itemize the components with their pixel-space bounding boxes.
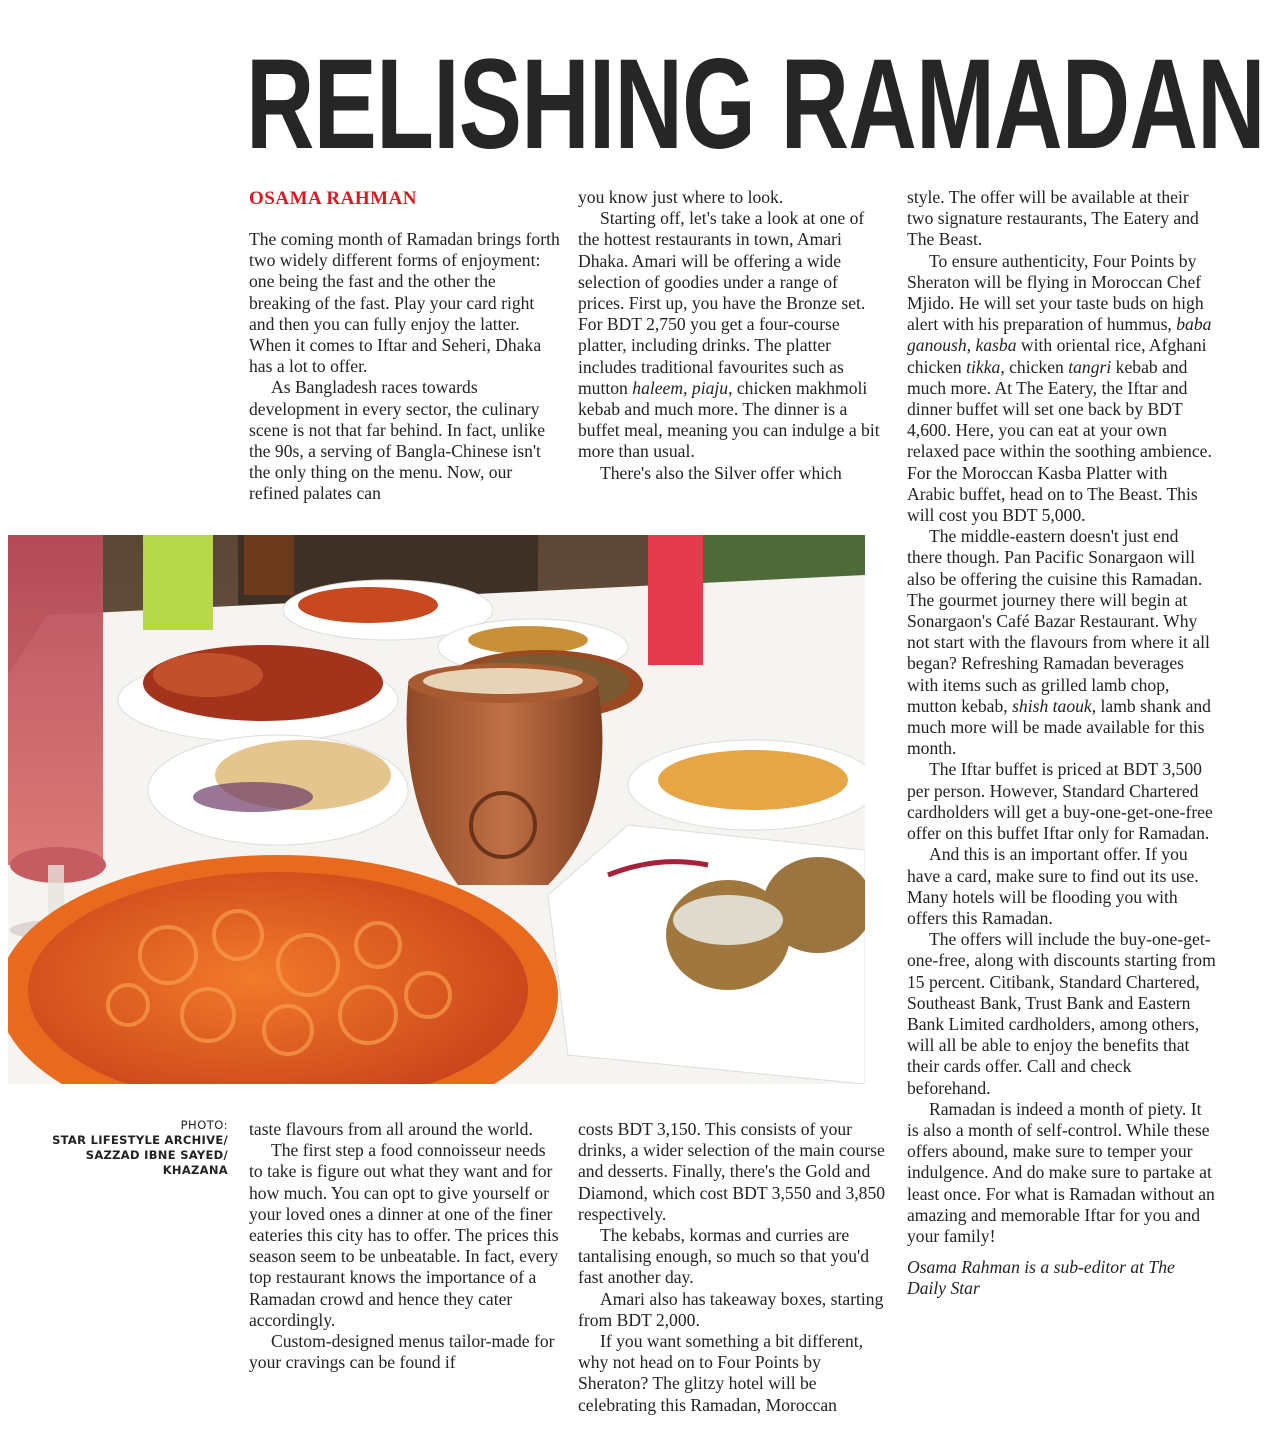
paragraph: taste flavours from all around the world. — [249, 1119, 533, 1139]
paragraph: Custom-designed menus tailor-made for your cravings can be found if — [249, 1331, 555, 1373]
italic-term: kasba — [975, 335, 1017, 356]
paragraph: The kebabs, kormas and curries are tantalising enough, so much so that you'd fast another day. — [578, 1225, 869, 1288]
photo-credit-line: SAZZAD IBNE SAYED/ — [85, 1148, 228, 1162]
author-bio: Osama Rahman is a sub-editor at The Daily Star — [907, 1257, 1175, 1299]
headline: RELISHING RAMADAN — [246, 33, 1265, 176]
photo-credit-label: PHOTO: — [180, 1118, 228, 1132]
paragraph: you know just where to look. — [578, 187, 784, 207]
photo-credit-line: STAR LIFESTYLE ARCHIVE/ — [52, 1133, 228, 1147]
italic-term: haleem — [632, 377, 684, 398]
italic-term: baba ganoush — [907, 314, 1212, 356]
column-2-bottom — [578, 1119, 886, 1416]
italic-term: tangri — [1068, 356, 1112, 377]
paragraph — [907, 526, 1217, 759]
italic-term: shish taouk — [1012, 695, 1092, 716]
food-photo — [8, 535, 865, 1084]
text: , chicken makhmoli kebab and much more. The dinner is a buffet meal, meaning you can indulge a bit more than usual. — [578, 377, 880, 462]
paragraph: Ramadan is indeed a month of piety. It is also a month of self-control. While these offers abound, make sure to temper your indulgence. And do make sure to partake at least once. For what is Ramadan without an amazing and memorable Iftar for you and your family! — [907, 1098, 1215, 1246]
paragraph: costs BDT 3,150. This consists of your drinks, a wider selection of the main course and desserts. Finally, there's the Gold and Diamond, which cost BDT 3,550 and 3,850 respectively. — [578, 1119, 886, 1224]
paragraph: As Bangladesh races towards development in every sector, the culinary scene is not that far behind. In fact, unlike the 90s, a serving of Bangla-Chinese isn't the only thing on the menu. Now, our refined palates can — [249, 377, 546, 504]
paragraph: The offers will include the buy-one-get-one-free, along with discounts starting from 15 percent. Citibank, Standard Chartered, Southeast Bank, Trust Bank and Eastern Bank Limited cardholders, among others, will all be able to enjoy the benefits that their cards offer. Call and check beforehand. — [907, 929, 1216, 1098]
text: Starting off, let's take a look at one of the hottest restaurants in town, Amari Dhaka. Amari will be offering a wide selection of goodies under a range of prices. First up, you have the Bronze set. For BDT 2,750 you get a four-course platter, including drinks. The platter includes traditional favourites such as mutton — [578, 208, 866, 398]
byline: OSAMA RAHMAN — [249, 188, 418, 209]
text: , lamb shank and much more will be made available for this month. — [907, 695, 1211, 759]
photo-credit-line: KHAZANA — [162, 1163, 228, 1177]
paragraph: Amari also has takeaway boxes, starting from BDT 2,000. — [578, 1288, 884, 1330]
paragraph: The coming month of Ramadan brings forth two widely different forms of enjoyment: one being the fast and the other the breaking of the fast. Play your card right and then you can fully enjoy the latter. When it comes to Iftar and Seheri, Dhaka has a lot to offer. — [249, 229, 560, 377]
italic-term: piaju — [691, 377, 729, 398]
paragraph — [907, 251, 1217, 527]
italic-term: tikka — [966, 356, 1001, 377]
photo-credit — [10, 1118, 228, 1178]
column-1-bottom — [249, 1119, 561, 1373]
text: , chicken — [1000, 356, 1064, 377]
text: kebab and much more. At The Eatery, the Iftar and dinner buffet will set one back by BDT 4,600. Here, you can eat at your own relaxed pace within the soothing ambience. For the Moroccan Kasba Platter with Arabic buffet, head on to The Beast. This will cost you BDT 5,000. — [907, 356, 1212, 526]
column-3 — [907, 187, 1217, 1300]
paragraph: If you want something a bit different, why not head on to Four Points by Sheraton? The glitzy hotel will be celebrating this Ramadan, Moroccan — [578, 1331, 864, 1415]
paragraph: The first step a food connoisseur needs to take is figure out what they want and for how much. You can opt to give yourself or your loved ones a dinner at one of the finer eateries this city has to offer. The prices this season seem to be unbeatable. In fact, every top restaurant knows the importance of a Ramadan crowd and hence they cater accordingly. — [249, 1140, 559, 1330]
paragraph: style. The offer will be available at their two signature restaurants, The Eatery and The Beast. — [907, 187, 1199, 250]
paragraph: The Iftar buffet is priced at BDT 3,500 per person. However, Standard Chartered cardholders will get a buy-one-get-one-free offer on this buffet Iftar only for Ramadan. — [907, 759, 1213, 844]
paragraph: There's also the Silver offer which — [600, 462, 842, 483]
text: with oriental rice, Afghani chicken — [907, 335, 1207, 377]
text: , — [683, 377, 688, 398]
text: To ensure authenticity, Four Points by Sheraton will be flying in Moroccan Chef Mjido. He will set your taste buds on high alert with his preparation of hummus, — [907, 250, 1204, 335]
text: The middle-eastern doesn't just end there though. Pan Pacific Sonargaon will also be offering the cuisine this Ramadan. The gourmet journey there will begin at Sonargaon's Café Bazar Restaurant. Why not start with the flavours from where it all began? Refreshing Ramadan beverages with items such as grilled lamb chop, mutton kebab, — [907, 526, 1210, 716]
column-2-top — [578, 187, 886, 484]
paragraph: And this is an important offer. If you have a card, make sure to find out its use. Many hotels will be flooding you with offers this Ramadan. — [907, 844, 1199, 928]
column-1-top — [249, 229, 561, 505]
text: , — [966, 335, 972, 356]
paragraph — [578, 208, 886, 462]
